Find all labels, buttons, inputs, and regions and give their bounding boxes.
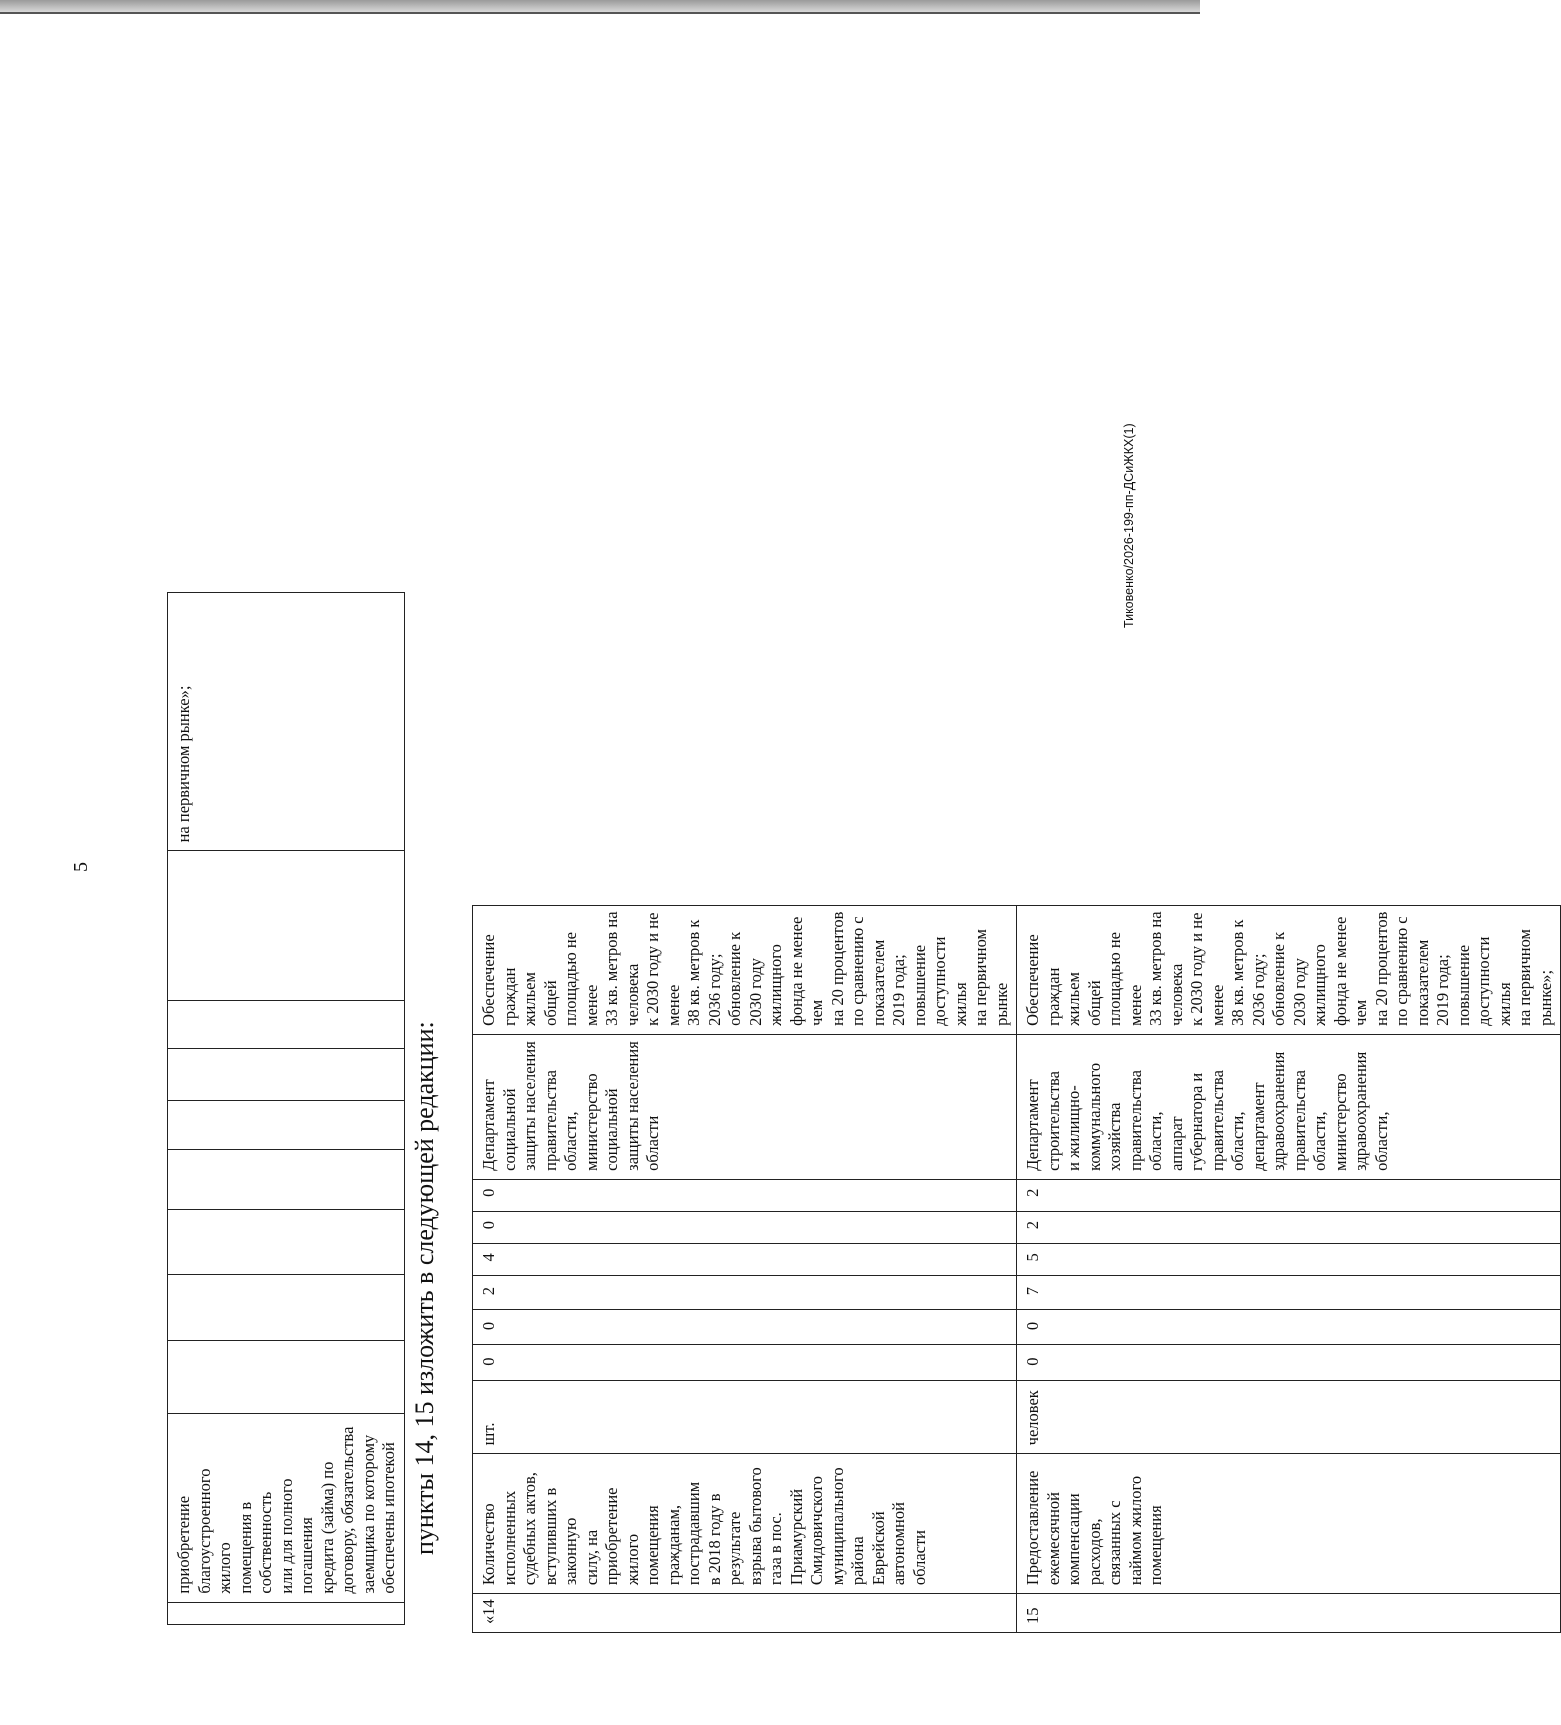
table-row [168, 593, 405, 1625]
indicator-value: 7 [1017, 1276, 1561, 1310]
table-cell-value [168, 1209, 405, 1275]
indicator-value: 0 [1017, 1345, 1561, 1381]
indicator-value: 4 [473, 1244, 1017, 1276]
table-cell-value [168, 1001, 405, 1049]
document-footer-code: Тиковенко/2026-199-пп-ДСиЖКХ(1) [1122, 423, 1136, 628]
table-cell-value [168, 1275, 405, 1341]
table-cell-name: приобретение благоустроенного жилого помещения в собственность или для полного погашения кредита (займа) по договору, обязательства заемщика по которому обеспечены ипотекой [168, 1413, 405, 1602]
indicator-value: 0 [473, 1179, 1017, 1211]
responsible-body: Департамент строительства и жилищно-коммунального хозяйства правительства области, аппарат губернатора и правительства области, департамент здравоохранения правительства области, министерство здравоохранения области, [1017, 1034, 1561, 1179]
indicator-value: 2 [1017, 1179, 1561, 1211]
row-number: 15 [1017, 1594, 1561, 1633]
amended-items-table [472, 905, 1561, 1633]
table-cell-value [168, 1048, 405, 1100]
amendment-heading: пункты 14, 15 изложить в следующей редакции: [410, 1021, 439, 1555]
table-cell-result: на первичном рынке»; [168, 593, 405, 851]
unit-of-measure: человек [1017, 1380, 1561, 1454]
table-cell-unit [168, 1340, 405, 1413]
table-cell-responsible [168, 851, 405, 1001]
indicator-value: 2 [473, 1276, 1017, 1310]
unit-of-measure: шт. [473, 1380, 1017, 1454]
table-cell-value [168, 1149, 405, 1209]
continuation-table [167, 592, 405, 1625]
indicator-name: Предоставление ежемесячной компенсации расходов, связанных с наймом жилого помещения [1017, 1454, 1561, 1594]
scan-top-edge [0, 0, 1200, 12]
scan-top-line [0, 12, 1200, 14]
indicator-value: 0 [1017, 1310, 1561, 1345]
expected-result: Обеспечение граждан жильем общей площадью не менее 33 кв. метров на человека к 2030 году и не менее 38 кв. метров к 2036 году; обновление к 2030 году жилищного фонда не менее чем на 20 процентов по сравнению с показателем 2019 года; повышение доступности жилья на первичном рынке»; [1017, 906, 1561, 1035]
page-number: 5 [70, 862, 92, 872]
expected-result: Обеспечение граждан жильем общей площадью не менее 33 кв. метров на человека к 2030 году и не менее 38 кв. метров к 2036 году; обновление к 2030 году жилищного фонда не менее чем на 20 процентов по сравнению с показателем 2019 года; повышение доступности жилья на первичном рынке [473, 906, 1017, 1035]
responsible-body: Департамент социальной защиты населения правительства области, министерство социальной защиты населения области [473, 1034, 1017, 1179]
table-cell-value [168, 1101, 405, 1150]
indicator-value: 5 [1017, 1244, 1561, 1276]
indicator-value: 0 [473, 1211, 1017, 1243]
table-row-14 [473, 906, 1017, 1633]
indicator-name: Количество исполненных судебных актов, вступивших в законную силу, на приобретение жилого помещения гражданам, пострадавшим в 2018 году в результате взрыва бытового газа в пос. Приамурский Смидовичского муниципального района Еврейской автономной области [473, 1454, 1017, 1594]
row-number: «14 [473, 1594, 1017, 1633]
indicator-value: 0 [473, 1310, 1017, 1345]
indicator-value: 0 [473, 1345, 1017, 1381]
table-row-15 [1017, 906, 1561, 1633]
indicator-value: 2 [1017, 1211, 1561, 1243]
table-cell-num [168, 1602, 405, 1624]
